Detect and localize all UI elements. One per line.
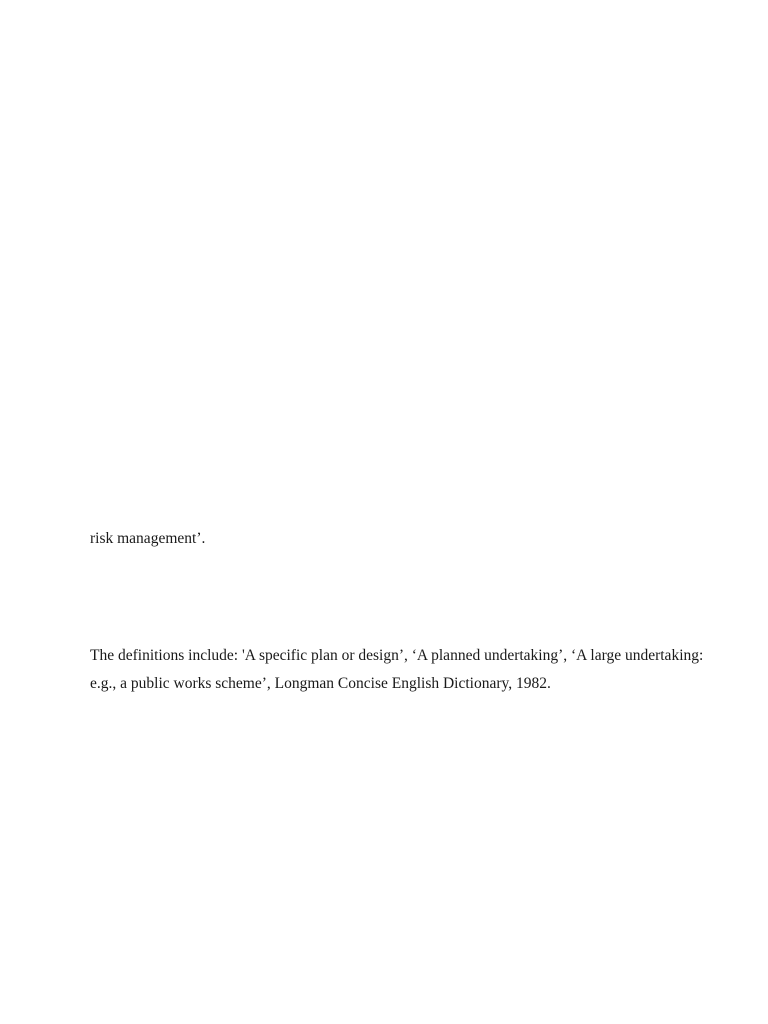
- paragraph-definitions-line-2: e.g., a public works scheme’, Longman Concise English Dictionary, 1982.: [90, 675, 551, 692]
- paragraph-definitions-line-1: The definitions include: 'A specific plan or design’, ‘A planned undertaking’, ‘A large undertaking:: [90, 647, 704, 664]
- paragraph-risk-management-fragment: risk management’.: [90, 530, 206, 547]
